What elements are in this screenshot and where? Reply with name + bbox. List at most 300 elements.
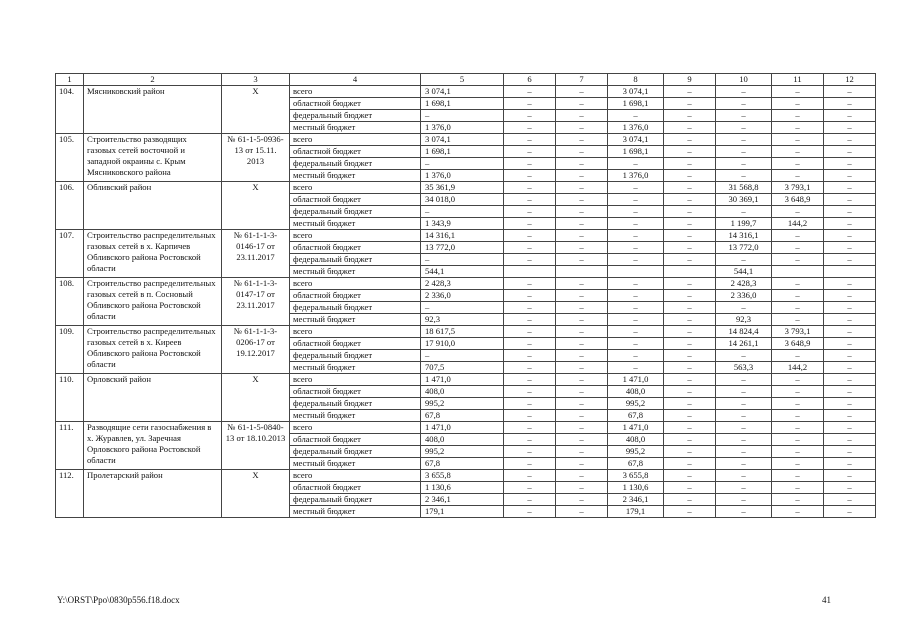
amount-cell: – — [608, 206, 664, 218]
budget-source: всего — [290, 278, 421, 290]
amount-cell: – — [824, 386, 876, 398]
amount-cell: – — [772, 350, 824, 362]
amount-cell: 544,1 — [716, 266, 772, 278]
amount-cell: 30 369,1 — [716, 194, 772, 206]
amount-cell: – — [556, 350, 608, 362]
table-row — [56, 326, 876, 338]
amount-cell: 14 316,1 — [716, 230, 772, 242]
amount-cell: – — [716, 350, 772, 362]
amount-cell: 14 824,4 — [716, 326, 772, 338]
budget-source: местный бюджет — [290, 266, 421, 278]
column-number-header: 11 — [772, 74, 824, 86]
amount-cell: – — [664, 362, 716, 374]
amount-cell: – — [772, 506, 824, 518]
budget-source: всего — [290, 182, 421, 194]
amount-cell: – — [664, 434, 716, 446]
amount-cell: – — [664, 374, 716, 386]
amount-cell: 1 376,0 — [608, 170, 664, 182]
amount-cell: – — [824, 98, 876, 110]
amount-cell: – — [824, 434, 876, 446]
budget-source: всего — [290, 86, 421, 98]
amount-cell: – — [556, 158, 608, 170]
amount-cell: – — [556, 242, 608, 254]
amount-cell: 3 074,1 — [608, 86, 664, 98]
amount-cell: – — [716, 470, 772, 482]
amount-cell: – — [664, 230, 716, 242]
amount-cell: 995,2 — [421, 398, 504, 410]
amount-cell: – — [556, 470, 608, 482]
amount-cell: – — [504, 410, 556, 422]
amount-cell: 2 346,1 — [421, 494, 504, 506]
amount-cell: – — [608, 158, 664, 170]
table-row — [56, 86, 876, 98]
amount-cell: – — [556, 122, 608, 134]
amount-cell: – — [608, 326, 664, 338]
amount-cell: 67,8 — [421, 410, 504, 422]
amount-cell: 1 471,0 — [421, 422, 504, 434]
amount-cell: – — [504, 146, 556, 158]
budget-source: местный бюджет — [290, 458, 421, 470]
amount-cell: – — [664, 146, 716, 158]
amount-cell: – — [664, 470, 716, 482]
amount-cell: – — [608, 182, 664, 194]
amount-cell: – — [824, 398, 876, 410]
budget-source: областной бюджет — [290, 194, 421, 206]
amount-cell: – — [664, 194, 716, 206]
header-row — [56, 74, 876, 86]
amount-cell: – — [716, 254, 772, 266]
budget-source: областной бюджет — [290, 338, 421, 350]
column-number-header: 10 — [716, 74, 772, 86]
amount-cell: – — [716, 446, 772, 458]
amount-cell: – — [824, 302, 876, 314]
budget-source: областной бюджет — [290, 242, 421, 254]
column-number-header: 7 — [556, 74, 608, 86]
column-number-header: 4 — [290, 74, 421, 86]
object-name: Мясниковский район — [84, 86, 222, 134]
table-row — [56, 278, 876, 290]
amount-cell: – — [504, 98, 556, 110]
amount-cell: – — [504, 110, 556, 122]
amount-cell: – — [824, 230, 876, 242]
amount-cell: – — [664, 482, 716, 494]
amount-cell: – — [772, 134, 824, 146]
amount-cell: – — [772, 374, 824, 386]
table-row — [56, 182, 876, 194]
amount-cell: – — [664, 398, 716, 410]
budget-source: всего — [290, 326, 421, 338]
row-number: 104. — [56, 86, 84, 134]
amount-cell: 144,2 — [772, 362, 824, 374]
amount-cell: – — [556, 314, 608, 326]
amount-cell: – — [504, 458, 556, 470]
amount-cell: 3 074,1 — [608, 134, 664, 146]
budget-source: федеральный бюджет — [290, 110, 421, 122]
amount-cell: – — [608, 254, 664, 266]
amount-cell: 3 793,1 — [772, 182, 824, 194]
amount-cell: – — [608, 242, 664, 254]
amount-cell: 1 698,1 — [608, 98, 664, 110]
amount-cell: – — [716, 494, 772, 506]
amount-cell: – — [772, 398, 824, 410]
budget-source: областной бюджет — [290, 290, 421, 302]
amount-cell: – — [556, 434, 608, 446]
amount-cell: 67,8 — [608, 458, 664, 470]
amount-cell: – — [556, 98, 608, 110]
row-number: 112. — [56, 470, 84, 518]
amount-cell: – — [664, 278, 716, 290]
amount-cell: – — [824, 194, 876, 206]
amount-cell: – — [664, 242, 716, 254]
amount-cell: – — [504, 218, 556, 230]
amount-cell: – — [664, 410, 716, 422]
amount-cell: – — [772, 170, 824, 182]
amount-cell: – — [824, 278, 876, 290]
amount-cell: – — [504, 242, 556, 254]
amount-cell: 563,3 — [716, 362, 772, 374]
amount-cell: – — [504, 506, 556, 518]
amount-cell: – — [504, 350, 556, 362]
amount-cell: – — [504, 326, 556, 338]
amount-cell: – — [556, 410, 608, 422]
permit-reference: № 61-1-5-0936-13 от 15.11. 2013 — [222, 134, 290, 182]
permit-reference: № 61-1-1-3-0146-17 от 23.11.2017 — [222, 230, 290, 278]
amount-cell: 1 698,1 — [608, 146, 664, 158]
amount-cell: – — [772, 434, 824, 446]
amount-cell — [824, 266, 876, 278]
row-number: 107. — [56, 230, 84, 278]
object-name: Обливский район — [84, 182, 222, 230]
amount-cell: 544,1 — [421, 266, 504, 278]
amount-cell — [556, 266, 608, 278]
amount-cell: – — [716, 134, 772, 146]
amount-cell — [772, 266, 824, 278]
permit-reference: Х — [222, 374, 290, 422]
table-row — [56, 134, 876, 146]
amount-cell: – — [664, 314, 716, 326]
amount-cell: – — [824, 314, 876, 326]
amount-cell: – — [772, 110, 824, 122]
amount-cell: – — [504, 374, 556, 386]
amount-cell: – — [824, 242, 876, 254]
amount-cell: – — [664, 218, 716, 230]
amount-cell: – — [556, 458, 608, 470]
amount-cell: – — [716, 98, 772, 110]
budget-source: федеральный бюджет — [290, 350, 421, 362]
permit-reference: № 61-1-5-0840-13 от 18.10.2013 — [222, 422, 290, 470]
amount-cell: 1 130,6 — [421, 482, 504, 494]
budget-source: местный бюджет — [290, 218, 421, 230]
amount-cell: – — [504, 386, 556, 398]
amount-cell: 13 772,0 — [421, 242, 504, 254]
amount-cell: – — [608, 350, 664, 362]
amount-cell: – — [556, 278, 608, 290]
amount-cell: – — [556, 290, 608, 302]
page-number: 41 — [822, 595, 831, 605]
amount-cell: – — [716, 458, 772, 470]
table-row — [56, 230, 876, 242]
amount-cell — [608, 266, 664, 278]
column-number-header: 6 — [504, 74, 556, 86]
amount-cell: – — [608, 230, 664, 242]
amount-cell: 3 655,8 — [421, 470, 504, 482]
amount-cell: – — [664, 206, 716, 218]
amount-cell: – — [664, 254, 716, 266]
row-number: 106. — [56, 182, 84, 230]
amount-cell: – — [664, 338, 716, 350]
amount-cell: 3 074,1 — [421, 134, 504, 146]
amount-cell: – — [772, 158, 824, 170]
budget-source: местный бюджет — [290, 506, 421, 518]
permit-reference: Х — [222, 182, 290, 230]
amount-cell: – — [716, 206, 772, 218]
budget-source: всего — [290, 230, 421, 242]
amount-cell: – — [608, 338, 664, 350]
amount-cell: 408,0 — [608, 386, 664, 398]
amount-cell: – — [824, 254, 876, 266]
amount-cell: 1 698,1 — [421, 98, 504, 110]
amount-cell: – — [772, 422, 824, 434]
amount-cell: – — [664, 158, 716, 170]
row-number: 111. — [56, 422, 84, 470]
amount-cell: – — [556, 386, 608, 398]
budget-source: всего — [290, 422, 421, 434]
amount-cell: 14 316,1 — [421, 230, 504, 242]
amount-cell: – — [772, 254, 824, 266]
amount-cell: – — [716, 146, 772, 158]
budget-source: федеральный бюджет — [290, 398, 421, 410]
amount-cell: – — [716, 110, 772, 122]
amount-cell: 2 336,0 — [421, 290, 504, 302]
amount-cell: 92,3 — [421, 314, 504, 326]
object-name: Строительство разводящих газовых сетей восточной и западной окраины с. Крым Мясниковского района — [84, 134, 222, 182]
budget-source: местный бюджет — [290, 410, 421, 422]
amount-cell: – — [556, 338, 608, 350]
budget-source: областной бюджет — [290, 434, 421, 446]
amount-cell: – — [608, 362, 664, 374]
object-name: Строительство распределительных газовых сетей в х. Карпичев Обливского района Ростовской области — [84, 230, 222, 278]
amount-cell: – — [824, 506, 876, 518]
amount-cell: – — [421, 158, 504, 170]
amount-cell: – — [772, 146, 824, 158]
amount-cell: 2 428,3 — [716, 278, 772, 290]
amount-cell: – — [504, 446, 556, 458]
amount-cell: – — [772, 410, 824, 422]
amount-cell: – — [608, 194, 664, 206]
amount-cell: – — [824, 494, 876, 506]
amount-cell: 1 343,9 — [421, 218, 504, 230]
amount-cell: – — [556, 302, 608, 314]
amount-cell: – — [824, 218, 876, 230]
amount-cell: 17 910,0 — [421, 338, 504, 350]
amount-cell: – — [664, 98, 716, 110]
amount-cell: – — [556, 182, 608, 194]
amount-cell: 408,0 — [608, 434, 664, 446]
amount-cell: – — [556, 374, 608, 386]
amount-cell: – — [664, 182, 716, 194]
amount-cell: – — [716, 386, 772, 398]
amount-cell: – — [504, 398, 556, 410]
object-name: Строительство распределительных газовых сетей в х. Киреев Обливского района Ростовской области — [84, 326, 222, 374]
amount-cell: – — [824, 146, 876, 158]
amount-cell: – — [772, 314, 824, 326]
amount-cell: 35 361,9 — [421, 182, 504, 194]
amount-cell: – — [664, 506, 716, 518]
amount-cell: 2 336,0 — [716, 290, 772, 302]
amount-cell: 3 793,1 — [772, 326, 824, 338]
amount-cell: – — [716, 86, 772, 98]
amount-cell: – — [772, 98, 824, 110]
amount-cell: – — [664, 326, 716, 338]
amount-cell: – — [504, 434, 556, 446]
amount-cell: – — [504, 206, 556, 218]
table-row — [56, 422, 876, 434]
budget-source: местный бюджет — [290, 170, 421, 182]
amount-cell: 1 130,6 — [608, 482, 664, 494]
amount-cell: – — [608, 314, 664, 326]
amount-cell: – — [664, 122, 716, 134]
amount-cell: 92,3 — [716, 314, 772, 326]
amount-cell: – — [608, 302, 664, 314]
amount-cell: – — [504, 134, 556, 146]
amount-cell: – — [421, 350, 504, 362]
amount-cell: – — [504, 338, 556, 350]
amount-cell: 3 655,8 — [608, 470, 664, 482]
amount-cell: – — [504, 230, 556, 242]
amount-cell: – — [824, 458, 876, 470]
amount-cell: – — [664, 290, 716, 302]
amount-cell: – — [824, 206, 876, 218]
amount-cell: – — [772, 122, 824, 134]
amount-cell: 18 617,5 — [421, 326, 504, 338]
row-number: 109. — [56, 326, 84, 374]
amount-cell: 31 568,8 — [716, 182, 772, 194]
amount-cell: – — [824, 122, 876, 134]
amount-cell: – — [421, 254, 504, 266]
amount-cell: – — [664, 386, 716, 398]
amount-cell: 1 199,7 — [716, 218, 772, 230]
amount-cell: – — [716, 302, 772, 314]
amount-cell: 3 648,9 — [772, 338, 824, 350]
amount-cell: 13 772,0 — [716, 242, 772, 254]
amount-cell: – — [716, 374, 772, 386]
amount-cell: 707,5 — [421, 362, 504, 374]
column-number-header: 2 — [84, 74, 222, 86]
amount-cell: – — [504, 170, 556, 182]
amount-cell: – — [824, 482, 876, 494]
amount-cell: 995,2 — [421, 446, 504, 458]
amount-cell: – — [772, 470, 824, 482]
amount-cell: – — [664, 170, 716, 182]
amount-cell: – — [664, 494, 716, 506]
amount-cell: – — [772, 86, 824, 98]
budget-source: областной бюджет — [290, 146, 421, 158]
amount-cell: – — [772, 458, 824, 470]
amount-cell: – — [504, 302, 556, 314]
amount-cell: – — [716, 122, 772, 134]
amount-cell: – — [556, 494, 608, 506]
amount-cell: – — [716, 170, 772, 182]
amount-cell: – — [556, 146, 608, 158]
amount-cell: – — [772, 242, 824, 254]
amount-cell: – — [824, 362, 876, 374]
amount-cell: – — [664, 86, 716, 98]
budget-source: местный бюджет — [290, 314, 421, 326]
table-row — [56, 374, 876, 386]
amount-cell: – — [772, 278, 824, 290]
amount-cell: 1 376,0 — [608, 122, 664, 134]
amount-cell: – — [556, 254, 608, 266]
amount-cell: – — [772, 494, 824, 506]
amount-cell: – — [824, 350, 876, 362]
amount-cell: – — [504, 290, 556, 302]
amount-cell: 144,2 — [772, 218, 824, 230]
amount-cell: 1 376,0 — [421, 170, 504, 182]
budget-source: местный бюджет — [290, 362, 421, 374]
amount-cell: 408,0 — [421, 386, 504, 398]
amount-cell: 1 376,0 — [421, 122, 504, 134]
permit-reference: № 61-1-1-3-0147-17 от 23.11.2017 — [222, 278, 290, 326]
amount-cell: 3 648,9 — [772, 194, 824, 206]
amount-cell: – — [824, 86, 876, 98]
amount-cell: – — [824, 374, 876, 386]
amount-cell: – — [504, 158, 556, 170]
amount-cell: – — [664, 350, 716, 362]
budget-source: федеральный бюджет — [290, 206, 421, 218]
amount-cell: – — [556, 218, 608, 230]
amount-cell: – — [608, 110, 664, 122]
column-number-header: 5 — [421, 74, 504, 86]
object-name: Пролетарский район — [84, 470, 222, 518]
amount-cell: 408,0 — [421, 434, 504, 446]
budget-table — [55, 73, 876, 518]
row-number: 108. — [56, 278, 84, 326]
amount-cell: – — [772, 482, 824, 494]
row-number: 110. — [56, 374, 84, 422]
amount-cell: – — [772, 290, 824, 302]
permit-reference: № 61-1-1-3-0206-17 от 19.12.2017 — [222, 326, 290, 374]
amount-cell: 2 428,3 — [421, 278, 504, 290]
amount-cell: 1 471,0 — [608, 374, 664, 386]
amount-cell: 995,2 — [608, 398, 664, 410]
amount-cell: – — [504, 182, 556, 194]
amount-cell: – — [716, 434, 772, 446]
amount-cell: – — [608, 290, 664, 302]
footer-file-path: Y:\ORST\Ppo\0830p556.f18.docx — [57, 595, 180, 605]
amount-cell: – — [556, 86, 608, 98]
permit-reference: Х — [222, 470, 290, 518]
amount-cell: – — [824, 326, 876, 338]
amount-cell: – — [772, 230, 824, 242]
amount-cell: – — [504, 482, 556, 494]
amount-cell: – — [421, 110, 504, 122]
budget-source: областной бюджет — [290, 98, 421, 110]
amount-cell: – — [556, 482, 608, 494]
budget-source: областной бюджет — [290, 482, 421, 494]
amount-cell: – — [504, 86, 556, 98]
amount-cell: – — [556, 134, 608, 146]
column-number-header: 9 — [664, 74, 716, 86]
amount-cell: – — [824, 446, 876, 458]
amount-cell: – — [772, 302, 824, 314]
budget-source: местный бюджет — [290, 122, 421, 134]
budget-source: федеральный бюджет — [290, 494, 421, 506]
budget-source: всего — [290, 374, 421, 386]
amount-cell: – — [664, 458, 716, 470]
amount-cell: – — [504, 422, 556, 434]
amount-cell: – — [556, 194, 608, 206]
amount-cell: – — [664, 446, 716, 458]
